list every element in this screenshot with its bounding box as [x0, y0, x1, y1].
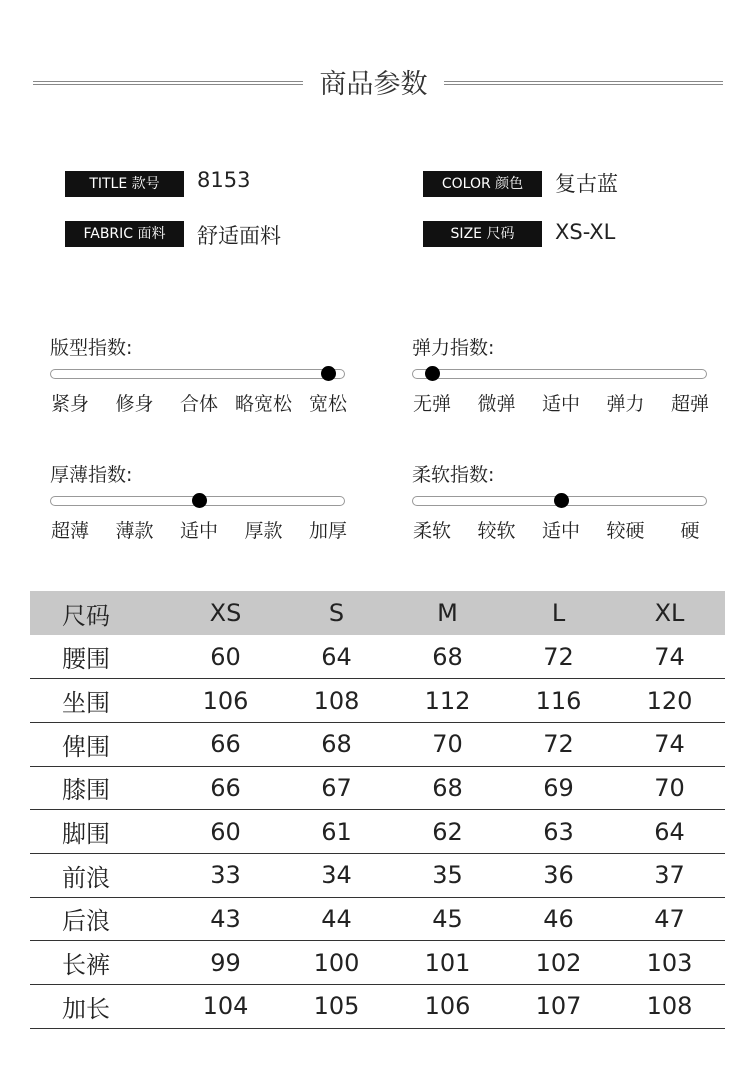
- table-row: [30, 635, 725, 679]
- size-value-cell: 70: [432, 730, 463, 759]
- size-value-cell: 63: [543, 817, 574, 846]
- size-value-cell: 62: [432, 817, 463, 846]
- softness-scale-option: 较硬: [606, 520, 645, 542]
- thickness-scale-option: 加厚: [308, 520, 348, 542]
- size-value-cell: 46: [543, 904, 574, 933]
- size-table-body: [30, 635, 725, 1028]
- fit-scale-option: 合体: [179, 393, 219, 415]
- size-value: XS-XL: [555, 220, 616, 244]
- stretch-scale-option: 无弹: [412, 393, 452, 415]
- stretch-scale-option: 微弹: [477, 393, 516, 415]
- measurement-label: 坐围: [62, 689, 110, 718]
- size-header-cell: S: [328, 599, 345, 627]
- size-table-header-row: [30, 591, 725, 635]
- page-title: 商品参数: [319, 69, 428, 100]
- size-value-cell: 74: [654, 730, 685, 759]
- size-header-cell: XS: [209, 599, 242, 627]
- title-value: 8153: [197, 168, 251, 192]
- thickness-scale-option: 厚款: [244, 520, 283, 542]
- thickness-scale-option: 适中: [179, 520, 219, 542]
- size-value-cell: 36: [543, 861, 574, 890]
- size-value-cell: 99: [210, 948, 241, 977]
- header-rule-left: [33, 81, 303, 85]
- softness-scale-label: 柔软指数:: [412, 464, 495, 486]
- thickness-scale-option: 超薄: [50, 520, 90, 542]
- size-value-cell: 37: [654, 861, 685, 890]
- size-value-cell: 66: [210, 730, 241, 759]
- size-header-cell: L: [551, 599, 566, 627]
- size-value-cell: 101: [424, 948, 471, 977]
- stretch-scale-option: 弹力: [606, 393, 645, 415]
- size-value-cell: 120: [646, 686, 693, 715]
- size-value-cell: 100: [313, 948, 360, 977]
- fit-scale-option: 宽松: [308, 393, 348, 415]
- table-row: [30, 679, 725, 723]
- size-value-cell: 112: [424, 686, 471, 715]
- measurement-label: 前浪: [62, 863, 110, 892]
- size-value-cell: 43: [210, 904, 241, 933]
- stretch-scale: [412, 333, 712, 423]
- table-row: [30, 766, 725, 810]
- measurement-label: 加长: [62, 994, 110, 1023]
- softness-scale-option: 适中: [541, 520, 581, 542]
- header-rule-right: [444, 81, 723, 85]
- measurement-label: 腰围: [62, 645, 110, 674]
- stretch-scale-track: [412, 369, 707, 379]
- size-value-cell: 108: [313, 686, 360, 715]
- color-tag: COLOR 颜色: [423, 171, 542, 197]
- size-value-cell: 67: [321, 773, 352, 802]
- fit-scale-label: 版型指数:: [50, 337, 133, 359]
- color-value: 复古蓝: [555, 172, 618, 196]
- measurement-label: 膝围: [62, 776, 110, 805]
- fit-scale-option: 紧身: [50, 393, 90, 415]
- size-value-cell: 68: [432, 773, 463, 802]
- measurement-label: 后浪: [62, 907, 110, 936]
- size-value-cell: 66: [210, 773, 241, 802]
- stretch-scale-option: 适中: [541, 393, 581, 415]
- thickness-scale-knob: [192, 493, 207, 508]
- size-value-cell: 47: [654, 904, 685, 933]
- fit-scale-track: [50, 369, 345, 379]
- size-value-cell: 68: [321, 730, 352, 759]
- table-row: [30, 941, 725, 985]
- size-value-cell: 45: [432, 904, 463, 933]
- thickness-scale-option: 薄款: [115, 520, 154, 542]
- size-value-cell: 35: [432, 861, 463, 890]
- softness-scale-option: 硬: [680, 520, 700, 542]
- stretch-scale-option: 超弹: [670, 393, 710, 415]
- table-row: [30, 897, 725, 941]
- size-value-cell: 102: [535, 948, 582, 977]
- table-row: [30, 810, 725, 854]
- softness-scale-option: 较软: [477, 520, 516, 542]
- size-value-cell: 108: [646, 992, 693, 1021]
- size-value-cell: 64: [654, 817, 685, 846]
- size-header-cell: M: [437, 599, 458, 627]
- size-value-cell: 68: [432, 642, 463, 671]
- thickness-scale: [50, 460, 350, 550]
- size-value-cell: 104: [202, 992, 249, 1021]
- table-row: [30, 853, 725, 897]
- size-value-cell: 107: [535, 992, 582, 1021]
- size-value-cell: 72: [543, 642, 574, 671]
- softness-scale-knob: [554, 493, 569, 508]
- measurement-label: 俾围: [62, 732, 110, 761]
- fabric-tag: FABRIC 面料: [65, 221, 184, 247]
- size-value-cell: 103: [646, 948, 693, 977]
- table-row: [30, 722, 725, 766]
- size-value-cell: 106: [202, 686, 249, 715]
- measurement-label: 长裤: [62, 951, 110, 980]
- size-value-cell: 34: [321, 861, 352, 890]
- fit-scale-knob: [321, 366, 336, 381]
- size-value-cell: 74: [654, 642, 685, 671]
- table-row: [30, 985, 725, 1029]
- size-value-cell: 60: [210, 817, 241, 846]
- title-tag: TITLE 款号: [65, 171, 184, 197]
- size-value-cell: 33: [210, 861, 241, 890]
- fit-scale-option: 修身: [115, 393, 154, 415]
- stretch-scale-label: 弹力指数:: [412, 337, 495, 359]
- size-value-cell: 72: [543, 730, 574, 759]
- softness-scale-option: 柔软: [412, 520, 452, 542]
- fit-scale-option: 略宽松: [234, 393, 293, 415]
- size-tag: SIZE 尺码: [423, 221, 542, 247]
- size-value-cell: 64: [321, 642, 352, 671]
- size-value-cell: 106: [424, 992, 471, 1021]
- size-table: [30, 591, 725, 1029]
- size-value-cell: 61: [321, 817, 352, 846]
- size-value-cell: 116: [535, 686, 582, 715]
- thickness-scale-label: 厚薄指数:: [50, 464, 133, 486]
- fit-scale: [50, 333, 350, 423]
- section-header: [0, 60, 750, 104]
- measurement-label: 脚围: [62, 820, 110, 849]
- size-value-cell: 60: [210, 642, 241, 671]
- size-value-cell: 105: [313, 992, 360, 1021]
- size-value-cell: 70: [654, 773, 685, 802]
- size-header-cell: 尺码: [62, 601, 110, 630]
- softness-scale: [412, 460, 712, 550]
- fabric-value: 舒适面料: [197, 224, 281, 248]
- size-value-cell: 69: [543, 773, 574, 802]
- stretch-scale-knob: [425, 366, 440, 381]
- size-header-cell: XL: [654, 599, 685, 627]
- size-value-cell: 44: [321, 904, 352, 933]
